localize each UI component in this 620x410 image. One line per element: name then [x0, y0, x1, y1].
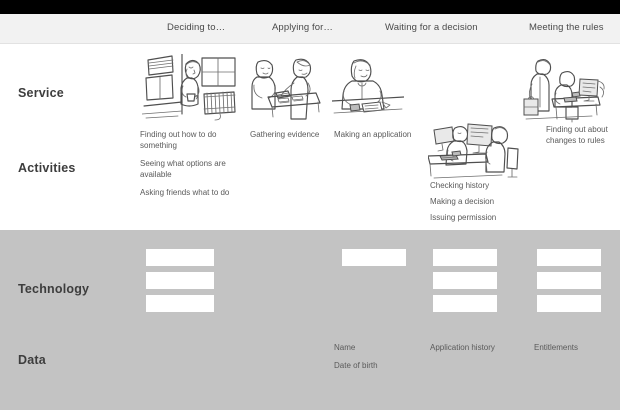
- person-filling-in-form-at-desk-sketch: [332, 57, 404, 123]
- data-item: Name: [334, 343, 356, 352]
- technology-box[interactable]: [433, 272, 497, 289]
- top-black-bar: [0, 0, 620, 14]
- technology-box[interactable]: [537, 272, 601, 289]
- activity-item: Asking friends what to do: [140, 188, 230, 197]
- activity-item: Finding out how to do something: [140, 130, 217, 150]
- row-label-technology: Technology: [18, 282, 90, 296]
- person-at-home-by-window-sketch: [142, 54, 242, 122]
- technology-box[interactable]: [146, 249, 214, 266]
- two-caseworkers-at-computers-sketch: [428, 122, 520, 180]
- activity-item: Checking history: [430, 181, 490, 190]
- technology-box[interactable]: [537, 295, 601, 312]
- technology-box[interactable]: [342, 249, 406, 266]
- activity-item: Issuing permission: [430, 213, 497, 222]
- column-header-meeting-rules: Meeting the rules: [529, 22, 604, 33]
- data-item: Application history: [430, 343, 495, 352]
- technology-box[interactable]: [433, 295, 497, 312]
- technology-box[interactable]: [146, 295, 214, 312]
- column-header-deciding: Deciding to…: [167, 22, 226, 33]
- row-label-activities: Activities: [18, 161, 76, 175]
- column-header-waiting: Waiting for a decision: [385, 22, 478, 33]
- two-people-gathering-papers-sketch: [250, 57, 324, 123]
- activity-item: Seeing what options are available: [140, 159, 226, 179]
- visitor-with-bag-at-service-desk-sketch: [522, 57, 606, 123]
- technology-box[interactable]: [537, 249, 601, 266]
- row-label-service: Service: [18, 86, 64, 100]
- activity-item: Making an application: [334, 130, 412, 139]
- column-header-applying: Applying for…: [272, 22, 333, 33]
- data-item: Date of birth: [334, 361, 378, 370]
- data-item: Entitlements: [534, 343, 579, 352]
- activity-item: Gathering evidence: [250, 130, 320, 139]
- shaded-technology-data-band: [0, 230, 620, 410]
- activity-item: Making a decision: [430, 197, 495, 206]
- row-label-data: Data: [18, 353, 46, 367]
- activity-item: Finding out about changes to rules: [546, 125, 608, 145]
- technology-box[interactable]: [146, 272, 214, 289]
- technology-box[interactable]: [433, 249, 497, 266]
